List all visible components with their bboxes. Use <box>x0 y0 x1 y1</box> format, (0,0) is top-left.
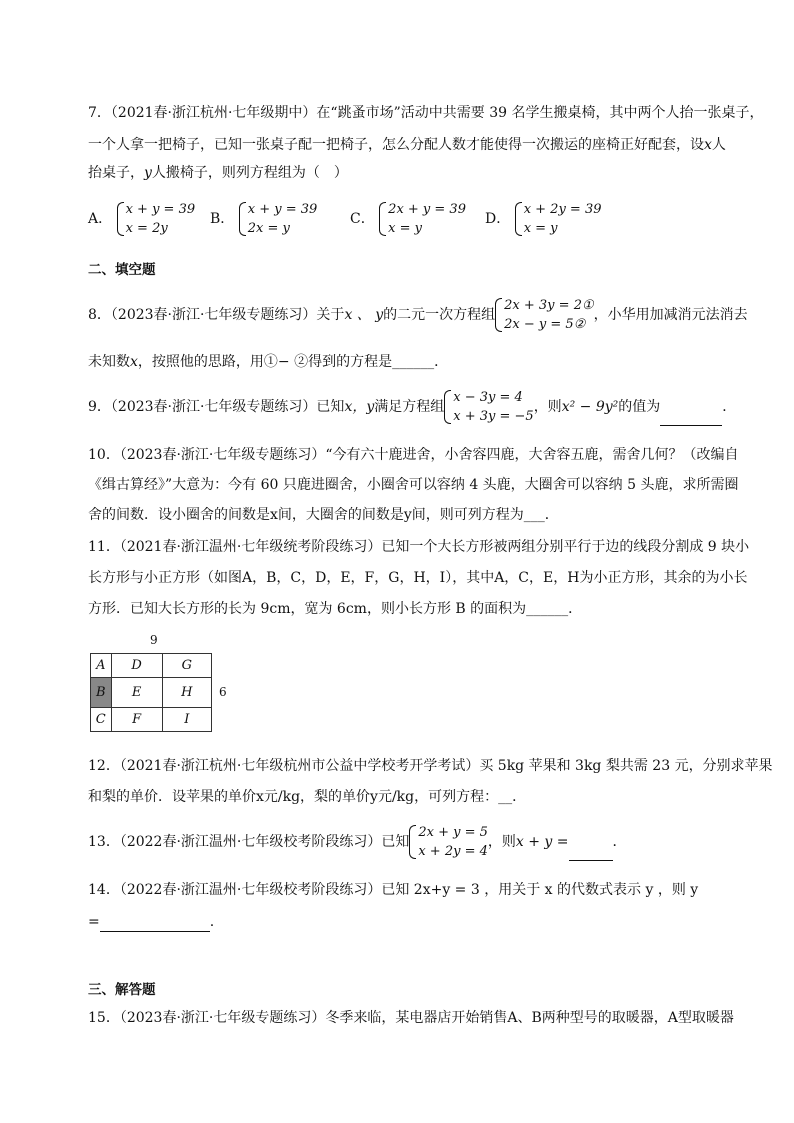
q7-option-c <box>350 200 466 238</box>
q8-line2-pre: 未知数 <box>88 354 130 370</box>
cell-d: D <box>111 654 162 678</box>
equation-row: x + y = 39 <box>125 202 196 217</box>
q7-line1: 7．（2021春·浙江杭州·七年级期中）在“跳蚤市场”活动中共需要 39 名学生搬桌椅，其中两个人抬一张桌子， <box>88 105 764 121</box>
q7-option-d <box>485 200 602 238</box>
q7-option-a <box>88 200 195 238</box>
equation-system <box>515 200 602 238</box>
q7-line2 <box>88 135 726 155</box>
equation-row: x + 3y = −5 <box>453 409 534 424</box>
figure-width-label: 9 <box>150 633 158 647</box>
equation-row: 2x + y = 39 <box>388 202 466 217</box>
cell-g: G <box>162 654 211 678</box>
q9-vars: x，y <box>344 399 375 415</box>
equation-row: 2x − y = 5② <box>504 317 586 332</box>
rectangle-figure <box>90 653 212 732</box>
section-heading-fill-blank: 二、填空题 <box>88 262 156 278</box>
q10-line2: 《缉古算经》”大意为：今有 60 只鹿进圈舍，小圈舍可以容纳 4 头鹿，大圈舍可以容纳 5 头鹿，求所需圈 <box>88 477 739 493</box>
q8-mid: 的二元一次方程组 <box>383 307 496 323</box>
q8-line2 <box>88 352 448 372</box>
q13-post-pre: ，则 <box>487 834 516 850</box>
equation-row: 2x + 3y = 2① <box>504 298 594 313</box>
q7-var-y: y <box>144 165 152 181</box>
q13-pre: 13．（2022春·浙江温州·七年级校考阶段练习）已知 <box>88 834 410 850</box>
answer-blank <box>100 917 210 932</box>
q8-post: ，小华用加减消元法消去 <box>593 307 748 323</box>
cell-a: A <box>91 654 112 678</box>
cell-c: C <box>91 708 112 732</box>
q8-line1 <box>88 296 748 334</box>
q10-line3: 舍的间数．设小圈舍的间数是x间，大圈舍的间数是y间，则可列方程为___． <box>88 507 559 523</box>
q13-equation-system <box>409 823 488 861</box>
equation-row: x = 2y <box>125 221 168 236</box>
cell-b: B <box>91 678 112 708</box>
q13-end: ． <box>612 834 627 850</box>
q11-line2: 长方形与小正方形（如图A，B，C，D，E，F，G，H，I），其中A，C，E，H为小正方形，其余的为小长 <box>88 570 748 586</box>
q7-line2-end: 人 <box>711 137 726 153</box>
equation-row: x = y <box>388 221 423 236</box>
q9-expr: x² − 9y² <box>561 399 619 415</box>
equation-system <box>379 200 466 238</box>
q8-equation-system <box>495 296 593 334</box>
q8-line2-var: x <box>130 354 138 370</box>
cell-e: E <box>111 678 162 708</box>
option-label: A． <box>88 211 113 227</box>
q13-expr: x + y = <box>515 834 569 850</box>
q8-pre: 8．（2023春·浙江·七年级专题练习）关于 <box>88 307 345 323</box>
q11-line3: 方形．已知大长方形的长为 9cm，宽为 6cm，则小长方形 B 的面积为______． <box>88 601 583 617</box>
q9-post: 的值为 <box>618 399 661 415</box>
q12-line1: 12．（2021春·浙江杭州·七年级杭州市公益中学校考开学考试）买 5kg 苹果和 3kg 梨共需 23 元，分别求苹果 <box>88 758 773 774</box>
equation-row: x + 2y = 39 <box>523 202 602 217</box>
cell-i: I <box>162 708 211 732</box>
option-label: D． <box>485 211 511 227</box>
q7-line2-text: 一个人拿一把椅子，已知一张桌子配一把椅子，怎么分配人数才能使得一次搬运的座椅正好配套，设 <box>88 137 704 153</box>
q14-line2 <box>88 912 214 932</box>
q14-line2-pre: = <box>88 914 100 930</box>
figure-height-label: 6 <box>219 685 227 699</box>
q9-end: ． <box>722 399 737 415</box>
option-label: B． <box>210 211 235 227</box>
q8-vars: x 、 y <box>344 307 384 323</box>
q8-line2-post: ，按照他的思路，用①− ②得到的方程是______． <box>137 354 449 370</box>
equation-row: 2x + y = 5 <box>418 825 488 840</box>
equation-system <box>117 200 196 238</box>
q14-line1: 14．（2022春·浙江温州·七年级校考阶段练习）已知 2x+y = 3 ，用关于 x 的代数式表示 y ，则 y <box>88 882 699 898</box>
q7-option-b <box>210 200 317 238</box>
q9-line <box>88 388 736 426</box>
q7-line3-end: 人搬椅子，则列方程组为（ ） <box>151 165 348 181</box>
cell-h: H <box>162 678 211 708</box>
equation-row: x + 2y = 4 <box>418 844 488 859</box>
q9-equation-system <box>444 388 533 426</box>
q7-line3 <box>88 163 348 183</box>
section-heading-solve: 三、解答题 <box>88 982 156 998</box>
q9-post-pre: ，则 <box>533 399 562 415</box>
q7-var-x: x <box>704 137 712 153</box>
q9-pre: 9．（2023春·浙江·七年级专题练习）已知 <box>88 399 345 415</box>
equation-row: 2x = y <box>247 221 290 236</box>
equation-system <box>239 200 318 238</box>
answer-blank <box>569 846 613 861</box>
equation-row: x + y = 39 <box>247 202 318 217</box>
q11-line1: 11．（2021春·浙江温州·七年级统考阶段练习）已知一个大长方形被两组分别平行于边的线段分割成 9 块小 <box>88 539 750 555</box>
q7-line3-pre: 抬桌子， <box>88 165 144 181</box>
option-label: C． <box>350 211 375 227</box>
equation-row: x = y <box>523 221 558 236</box>
q10-line1: 10．（2023春·浙江·七年级专题练习）“今有六十鹿进舍，小舍容四鹿，大舍容五鹿，需舍几何？（改编自 <box>88 447 739 463</box>
q9-mid: 满足方程组 <box>374 399 445 415</box>
q15-line1: 15．（2023春·浙江·七年级专题练习）冬季来临，某电器店开始销售A、B两种型号的取暖器，A型取暖器 <box>88 1010 734 1026</box>
q14-line2-end: . <box>209 914 215 930</box>
q12-line2: 和梨的单价．设苹果的单价x元/kg，梨的单价y元/kg，可列方程：__． <box>88 789 527 805</box>
cell-f: F <box>111 708 162 732</box>
answer-blank <box>660 411 722 426</box>
q13-line <box>88 823 627 861</box>
equation-row: x − 3y = 4 <box>453 390 523 405</box>
